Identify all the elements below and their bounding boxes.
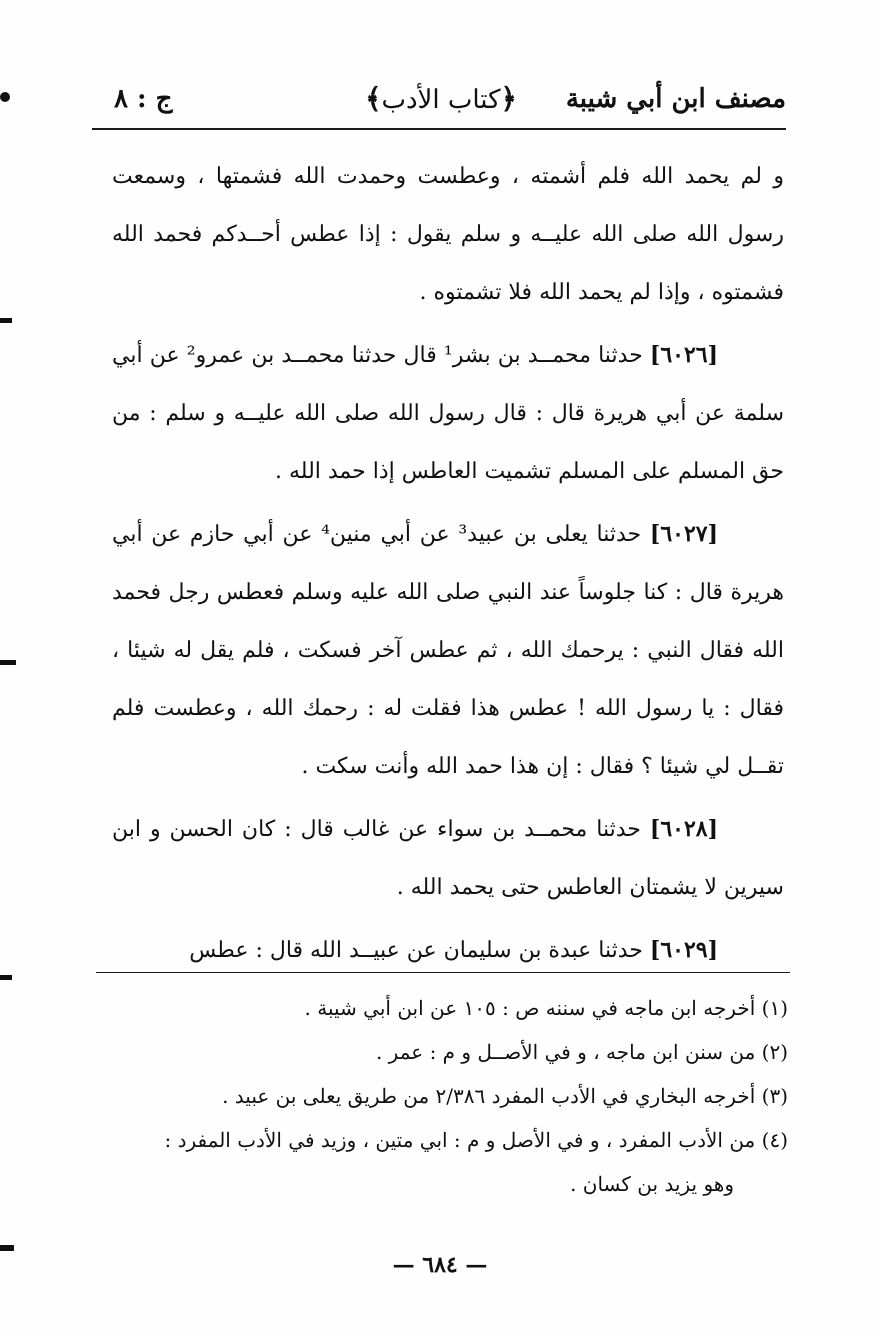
- hadith-text: حدثنا عبدة بن سليمان عن عبيــد الله قال : عطس: [189, 938, 643, 963]
- scan-edge-mark: [0, 92, 10, 102]
- hadith-text: حدثنا محمــد بن بشر¹ قال حدثنا محمــد بن عمرو² عن أبي سلمة عن أبي هريرة قال : قال رسول الله صلى الله عليــه و سلم : من حق المسلم على المسلم تشميت العاطس إذا حمد الله .: [112, 343, 785, 484]
- scan-edge-mark: [0, 1245, 14, 1251]
- hadith-number: [٦٠٢٧]: [649, 521, 718, 547]
- hadith-number: [٦٠٢٦]: [649, 342, 718, 368]
- footnote-1: (١) أخرجه ابن ماجه في سننه ص : ١٠٥ عن ابن أبي شيبة .: [304, 996, 788, 1020]
- header-rule: [92, 128, 786, 130]
- running-header: [96, 78, 786, 128]
- hadith-6027: [112, 505, 784, 796]
- scan-edge-mark: [0, 660, 16, 665]
- volume-number: ج : ٨: [114, 84, 173, 114]
- footnote-3: (٣) أخرجه البخاري في الأدب المفرد ٢/٣٨٦ من طريق يعلى بن عبيد .: [222, 1084, 788, 1108]
- hadith-text: حدثنا يعلى بن عبيد³ عن أبي منين⁴ عن أبي حازم عن أبي هريرة قال : كنا جلوساً عند النبي صلى الله عليه وسلم فعطس رجل فحمد الله فقال النبي : يرحمك الله ، ثم عطس آخر فسكت ، فلم يقل له شيئا ، فقال : يا رسول الله ! عطس هذا فقلت له : رحمك الله ، وعطست فلم تقــل لي شيئا ؟ فقال : إن هذا حمد الله وأنت سكت .: [112, 522, 784, 779]
- hadith-text: حدثنا محمــد بن سواء عن غالب قال : كان الحسن و ابن سيرين لا يشمتان العاطس حتى يحمد الله .: [112, 817, 784, 900]
- paragraph-continuation: [112, 148, 784, 322]
- paragraph-text: و لم يحمد الله فلم أشمته ، وعطست وحمدت الله فشمتها ، وسمعت رسول الله صلى الله عليــه و سلم يقول : إذا عطس أحــدكم فحمد الله فشمتوه ، وإذا لم يحمد الله فلا تشمتوه .: [112, 164, 784, 305]
- hadith-number: [٦٠٢٨]: [649, 816, 719, 842]
- chapter-close-brace: ﴾: [365, 82, 382, 115]
- hadith-6026: [112, 326, 784, 501]
- page-number: — ٦٨٤ —: [392, 1252, 488, 1278]
- footnote-4-continuation: وهو يزيد بن كسان .: [570, 1172, 734, 1196]
- footnote-rule: [96, 972, 790, 973]
- chapter-title: [365, 82, 517, 115]
- main-text: [112, 148, 784, 980]
- scan-edge-mark: [0, 975, 12, 980]
- chapter-title-text: كتاب الأدب: [381, 85, 501, 115]
- footnote-2: (٢) من سنن ابن ماجه ، و في الأصــل و م : عمر .: [375, 1040, 788, 1064]
- chapter-open-brace: ﴿: [500, 82, 517, 115]
- footnote-4: (٤) من الأدب المفرد ، و في الأصل و م : ابي متين ، وزيد في الأدب المفرد :: [164, 1128, 788, 1152]
- book-title: مصنف ابن أبي شيبة: [565, 84, 786, 114]
- scan-edge-mark: [0, 318, 12, 323]
- hadith-6028: [112, 800, 784, 917]
- footnotes: [112, 986, 788, 1206]
- hadith-number: [٦٠٢٩]: [649, 937, 718, 963]
